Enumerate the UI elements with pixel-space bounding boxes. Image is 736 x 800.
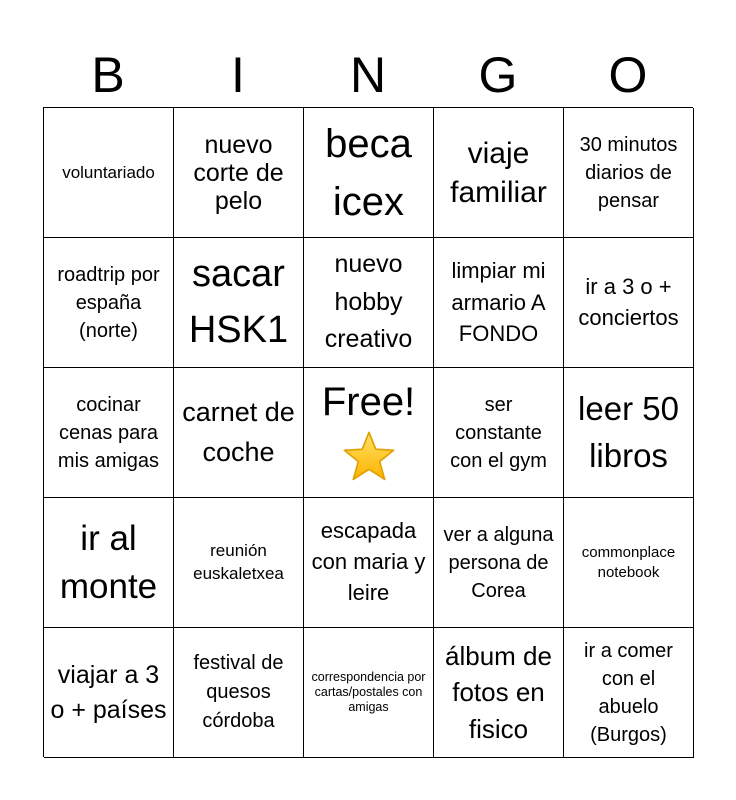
bingo-cell-2-3[interactable]: [304, 238, 434, 368]
bingo-cell-3-2[interactable]: [174, 368, 304, 498]
bingo-cell-4-4[interactable]: [434, 498, 564, 628]
bingo-cell-1-3[interactable]: [304, 108, 434, 238]
cell-label: ser constante con el gym: [450, 393, 547, 472]
bingo-cell-1-2[interactable]: [174, 108, 304, 238]
bingo-cell-3-4[interactable]: [434, 368, 564, 498]
bingo-cell-1-1[interactable]: [44, 108, 174, 238]
bingo-grid: [43, 107, 693, 757]
bingo-cell-3-1[interactable]: [44, 368, 174, 498]
cell-label: viaje familiar: [450, 136, 547, 209]
cell-label: ir a 3 o + conciertos: [578, 273, 679, 330]
bingo-cell-1-5[interactable]: [564, 108, 694, 238]
cell-label: ir al monte: [59, 519, 158, 606]
cell-label: álbum de fotos en fisico: [445, 640, 552, 744]
cell-label: 30 minutos diarios de pensar: [579, 133, 678, 212]
bingo-cell-3-5[interactable]: [564, 368, 694, 498]
bingo-cell-4-1[interactable]: [44, 498, 174, 628]
cell-label: limpiar mi armario A FONDO: [451, 257, 546, 347]
header-letter-g: G: [478, 47, 518, 103]
header-letter-i: I: [231, 47, 245, 103]
bingo-cell-4-5[interactable]: [564, 498, 694, 628]
cell-label: roadtrip por españa (norte): [57, 263, 160, 342]
cell-label: nuevo hobby creativo: [324, 250, 413, 354]
bingo-cell-4-3[interactable]: [304, 498, 434, 628]
cell-label: cocinar cenas para mis amigas: [57, 393, 160, 472]
bingo-cell-5-4[interactable]: [434, 628, 564, 758]
bingo-cell-5-2[interactable]: [174, 628, 304, 758]
cell-label: nuevo corte de pelo: [193, 130, 284, 215]
cell-label: correspondencia por cartas/postales con amigas: [311, 670, 426, 714]
bingo-cell-5-5[interactable]: [564, 628, 694, 758]
cell-label: beca icex: [325, 121, 412, 224]
bingo-cell-2-2[interactable]: [174, 238, 304, 368]
cell-label: ver a alguna persona de Corea: [443, 523, 554, 602]
bingo-cell-free[interactable]: [304, 368, 434, 498]
bingo-cell-5-1[interactable]: [44, 628, 174, 758]
bingo-cell-4-2[interactable]: [174, 498, 304, 628]
bingo-header: [43, 44, 693, 106]
cell-label: ir a comer con el abuelo (Burgos): [584, 639, 673, 746]
cell-label: carnet de coche: [182, 397, 295, 467]
bingo-cell-2-4[interactable]: [434, 238, 564, 368]
cell-label: commonplace notebook: [581, 544, 676, 581]
bingo-cell-2-1[interactable]: [44, 238, 174, 368]
cell-label: festival de quesos córdoba: [193, 652, 284, 732]
header-letter-b: B: [91, 47, 125, 103]
cell-label: sacar HSK1: [188, 253, 289, 351]
header-letter-n: N: [349, 47, 387, 103]
header-letter-o: O: [608, 47, 648, 103]
cell-label: leer 50 libros: [578, 390, 679, 474]
free-label: Free!: [321, 380, 416, 425]
bingo-cell-2-5[interactable]: [564, 238, 694, 368]
bingo-cell-5-3[interactable]: [304, 628, 434, 758]
cell-label: escapada con maria y leire: [311, 518, 426, 605]
cell-label: viajar a 3 o + países: [50, 660, 167, 724]
star-icon: [341, 429, 397, 485]
cell-label: reunión euskaletxea: [193, 540, 284, 583]
bingo-cell-1-4[interactable]: [434, 108, 564, 238]
cell-label: voluntariado: [62, 162, 155, 182]
